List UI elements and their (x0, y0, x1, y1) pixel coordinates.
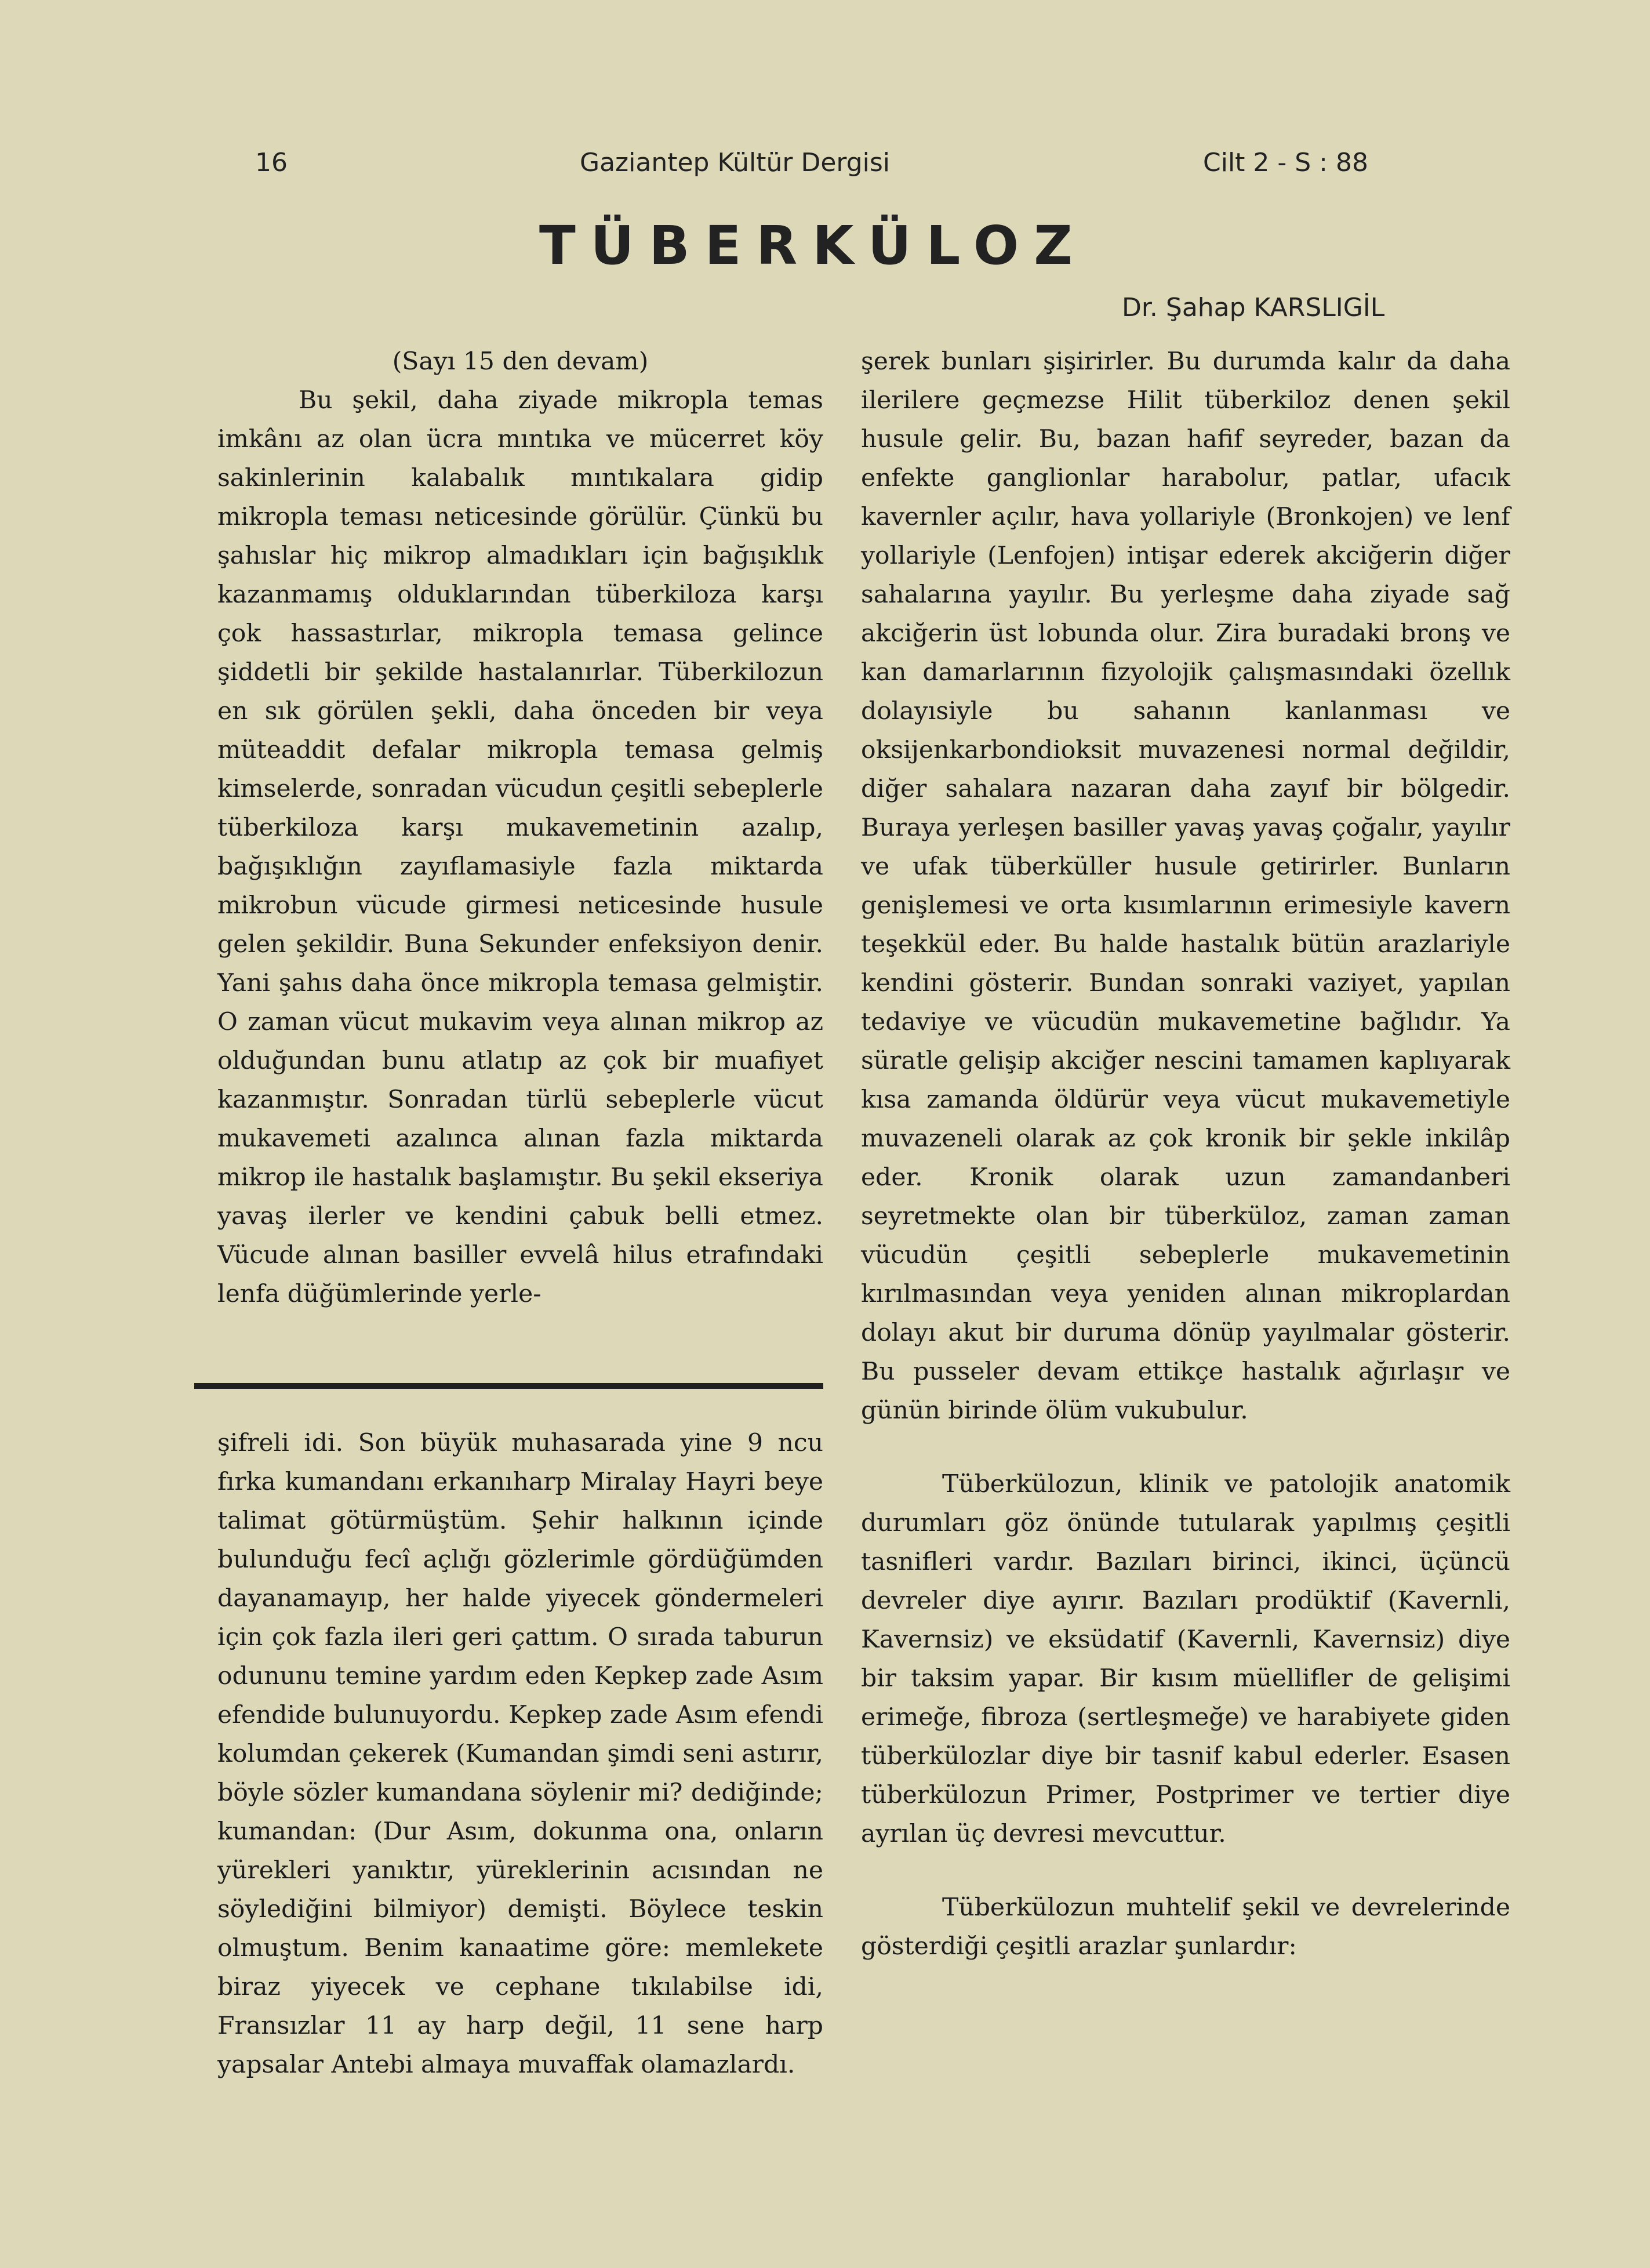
right-column-article (861, 342, 1510, 1966)
article-paragraph: Tüberkülozun muhtelif şekil ve devrelerinde gösterdiği çeşitli arazlar şunlardır: (861, 1893, 1510, 1961)
section-divider (194, 1383, 823, 1389)
left-column-article (217, 342, 823, 1313)
left-column-other-article (217, 1424, 823, 2084)
article-paragraph: Bu şekil, daha ziyade mikropla temas imkânı az olan ücra mıntıka ve mücerret köy sakinlerinin kalabalık mıntıkalara gidip mikropla teması neticesinde görülür. Çünkü bu şahıslar hiç mikrop almadıkları için bağışıklık kazanmamış olduklarından tüberkiloza karşı çok hassastırlar, mikropla temasa gelince şiddetli bir şekilde hastalanırlar. Tüberkilozun en sık görülen şekli, daha önceden bir veya müteaddit defalar mikropla temasa gelmiş kimselerde, sonradan vücudun çeşitli sebeplerle tüberkiloza karşı mukavemetinin azalıp, bağışıklığın zayıflamasiyle fazla miktarda mikrobun vücude girmesi neticesinde husule gelen şekildir. Buna Sekunder enfeksiyon denir. Yani şahıs daha önce mikropla temasa gelmiştir. O zaman vücut mukavim veya alınan mikrop az olduğundan bunu atlatıp az çok bir muafiyet kazanmıştır. Sonradan türlü sebeplerle vücut mukavemeti azalınca alınan fazla miktarda mikrop ile hastalık başlamıştır. Bu şekil ekseriya yavaş ilerler ve kendini çabuk belli etmez. Vücude alınan basiller evvelâ hilus etrafındaki lenfa düğümlerinde yerle- (217, 386, 823, 1308)
article-author: Dr. Şahap KARSLIGİL (1122, 293, 1385, 322)
other-article-paragraph: şifreli idi. Son büyük muhasarada yine 9 ncu fırka kumandanı erkanıharp Miralay Hayri beye talimat götürmüştüm. Şehir halkının içinde bulunduğu fecî açlığı gözlerimle gördüğümden dayanamayıp, her halde yiyecek göndermeleri için çok fazla ileri geri çattım. O sırada taburun odununu temine yardım eden Kepkep zade Asım efendide bulunuyordu. Kepkep zade Asım efendi kolumdan çekerek (Kumandan şimdi seni astırır, böyle sözler kumandana söylenir mi? dediğinde; kumandan: (Dur Asım, dokunma ona, onların yürekleri yanıktır, yüreklerinin acısından ne söylediğini bilmiyor) demişti. Böylece teskin olmuştum. Benim kanaatime göre: memlekete biraz yiyecek ve cephane tıkılabilse idi, Fransızlar 11 ay harp değil, 11 sene harp yapsalar Antebi almaya muvaffak olamazlardı. (217, 1429, 823, 2079)
journal-name: Gaziantep Kültür Dergisi (580, 148, 891, 177)
article-title: TÜBERKÜLOZ (539, 215, 1088, 277)
page-header (0, 148, 1650, 188)
page-number: 16 (255, 148, 288, 177)
continuation-note: (Sayı 15 den devam) (392, 347, 649, 376)
article-paragraph: şerek bunları şişirirler. Bu durumda kalır da daha ilerilere geçmezse Hilit tüberkiloz denen şekil husule gelir. Bu, bazan hafif seyreder, bazan da enfekte ganglionlar harabolur, patlar, ufacık kavernler açılır, hava yollariyle (Bronkojen) ve lenf yollariyle (Lenfojen) intişar ederek akciğerin diğer sahalarına yayılır. Bu yerleşme daha ziyade sağ akciğerin üst lobunda olur. Zira buradaki bronş ve kan damarlarının fizyolojik çalışmasındaki özellık dolayısiyle bu sahanın kanlanması ve oksijenkarbondioksit muvazenesi normal değildir, diğer sahalara nazaran daha zayıf bir bölgedir. Buraya yerleşen basiller yavaş yavaş çoğalır, yayılır ve ufak tüberküller husule getirirler. Bunların genişlemesi ve orta kısımlarının erimesiyle kavern teşekkül eder. Bu halde hastalık bütün arazlariyle kendini gösterir. Bundan sonraki vaziyet, yapılan tedaviye ve vücudün mukavemetine bağlıdır. Ya süratle gelişip akciğer nescini tamamen kaplıyarak kısa zamanda öldürür veya vücut mukavemetiyle muvazeneli olarak az çok kronik bir şekle inkilâp eder. Kronik olarak uzun zamandanberi seyretmekte olan bir tüberküloz, zaman zaman vücudün çeşitli sebeplerle mukavemetinin kırılmasından veya yeniden alınan mikroplardan dolayı akut bir duruma dönüp yayılmalar gösterir. Bu pusseler devam ettikçe hastalık ağırlaşır ve günün birinde ölüm vukubulur. (861, 347, 1510, 1425)
article-paragraph: Tüberkülozun, klinik ve patolojik anatomik durumları göz önünde tutularak yapılmış çeşitli tasnifleri vardır. Bazıları birinci, ikinci, üçüncü devreler diye ayırır. Bazıları prodüktif (Kavernli, Kavernsiz) ve eksüdatif (Kavernli, Kavernsiz) diye bir taksim yapar. Bir kısım müellifler de gelişimi erimeğe, fibroza (sertleşmeğe) ve harabiyete giden tüberkülozlar diye bir tasnif kabul ederler. Esasen tüberkülozun Primer, Postprimer ve tertier diye ayrılan üç devresi mevcuttur. (861, 1470, 1510, 1848)
volume-issue: Cilt 2 - S : 88 (1203, 148, 1368, 177)
